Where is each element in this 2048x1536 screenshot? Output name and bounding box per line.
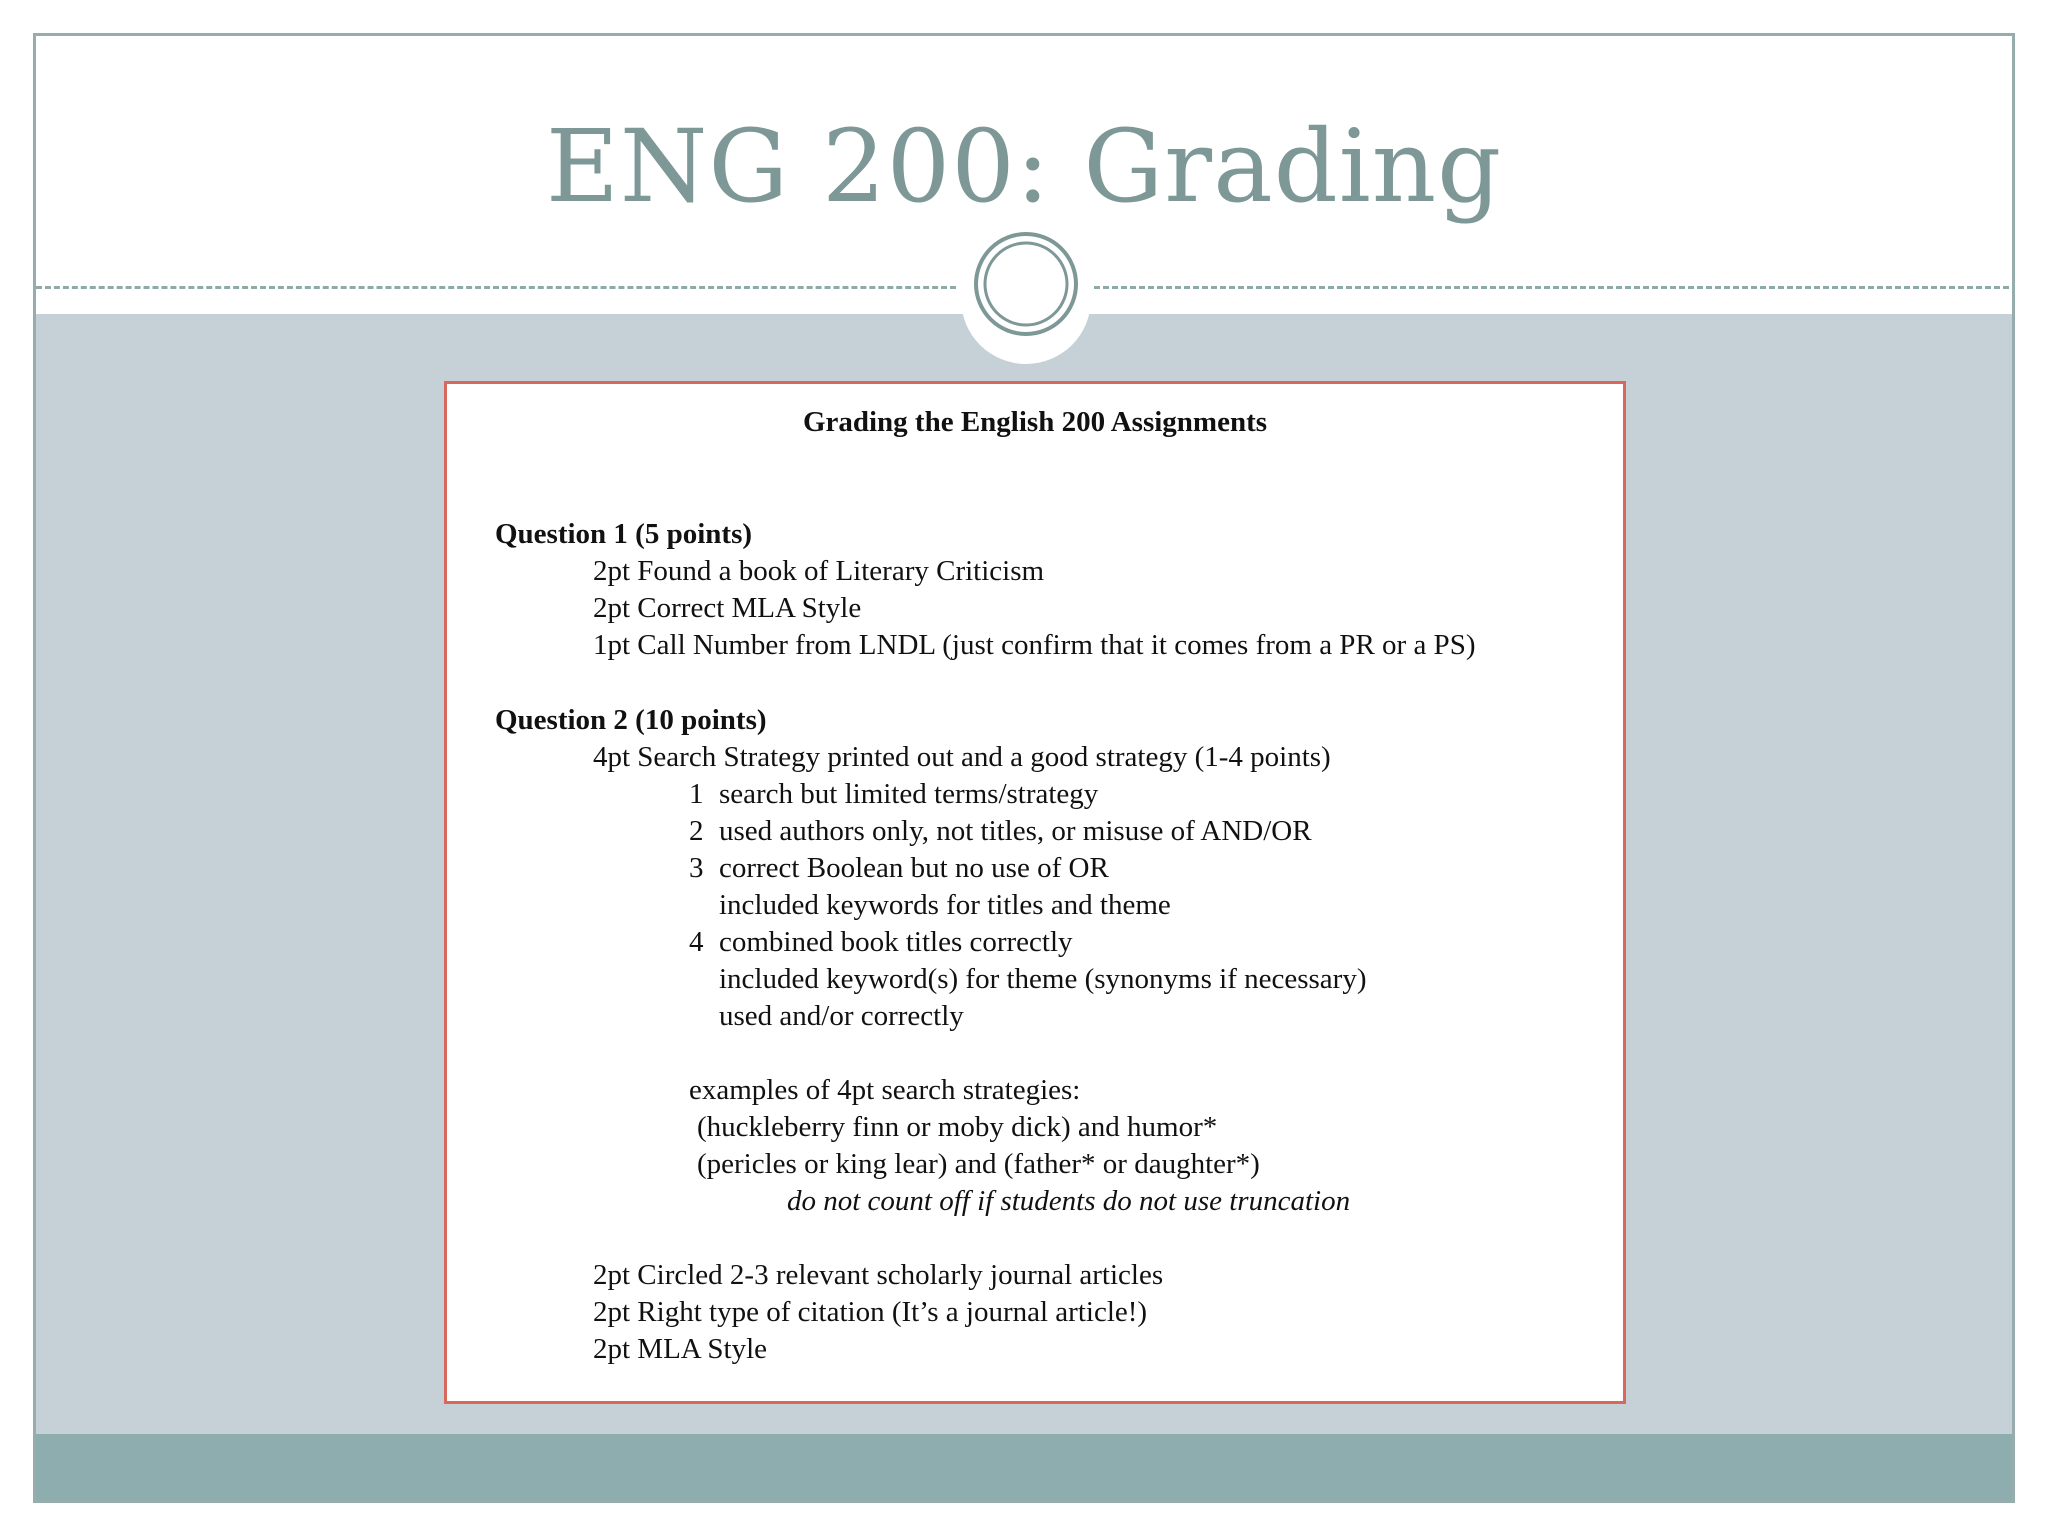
- question1-item: 2pt Correct MLA Style: [593, 592, 862, 624]
- level-line: search but limited terms/strategy: [719, 778, 1099, 810]
- level-line: included keyword(s) for theme (synonyms if necessary): [719, 963, 1367, 995]
- question2-item: 2pt Right type of citation (It’s a journal article!): [593, 1296, 1148, 1328]
- slide: [33, 33, 2015, 1503]
- level-number: 3: [689, 852, 704, 884]
- question2-heading: Question 2 (10 points): [495, 704, 767, 736]
- footer-band: [36, 1434, 2012, 1503]
- title-divider-left: [36, 286, 956, 289]
- level-number: 2: [689, 815, 704, 847]
- level-line: correct Boolean but no use of OR: [719, 852, 1109, 884]
- level-number: 1: [689, 778, 704, 810]
- question2-item: 2pt Circled 2-3 relevant scholarly journal articles: [593, 1259, 1164, 1291]
- level-line: used authors only, not titles, or misuse of AND/OR: [719, 815, 1312, 847]
- level-line: included keywords for titles and theme: [719, 889, 1171, 921]
- level-line: used and/or correctly: [719, 1000, 964, 1032]
- slide-title: ENG 200: Grading: [545, 108, 1503, 225]
- examples-heading: examples of 4pt search strategies:: [689, 1074, 1081, 1106]
- level-number: 4: [689, 926, 704, 958]
- document-title: Grading the English 200 Assignments: [802, 406, 1268, 438]
- search-strategy-line: 4pt Search Strategy printed out and a good strategy (1-4 points): [593, 741, 1331, 773]
- title-divider-right: [1094, 286, 2015, 289]
- question1-item: 1pt Call Number from LNDL (just confirm that it comes from a PR or a PS): [593, 629, 1476, 661]
- circle-ornament-icon: [974, 232, 1078, 336]
- example-strategy: (pericles or king lear) and (father* or daughter*): [697, 1148, 1260, 1180]
- grading-document: [444, 381, 1626, 1404]
- truncation-note: do not count off if students do not use truncation: [787, 1185, 1351, 1217]
- question2-item: 2pt MLA Style: [593, 1333, 768, 1365]
- level-line: combined book titles correctly: [719, 926, 1073, 958]
- example-strategy: (huckleberry finn or moby dick) and humor*: [697, 1111, 1218, 1143]
- question1-item: 2pt Found a book of Literary Criticism: [593, 555, 1045, 587]
- question1-heading: Question 1 (5 points): [495, 518, 753, 550]
